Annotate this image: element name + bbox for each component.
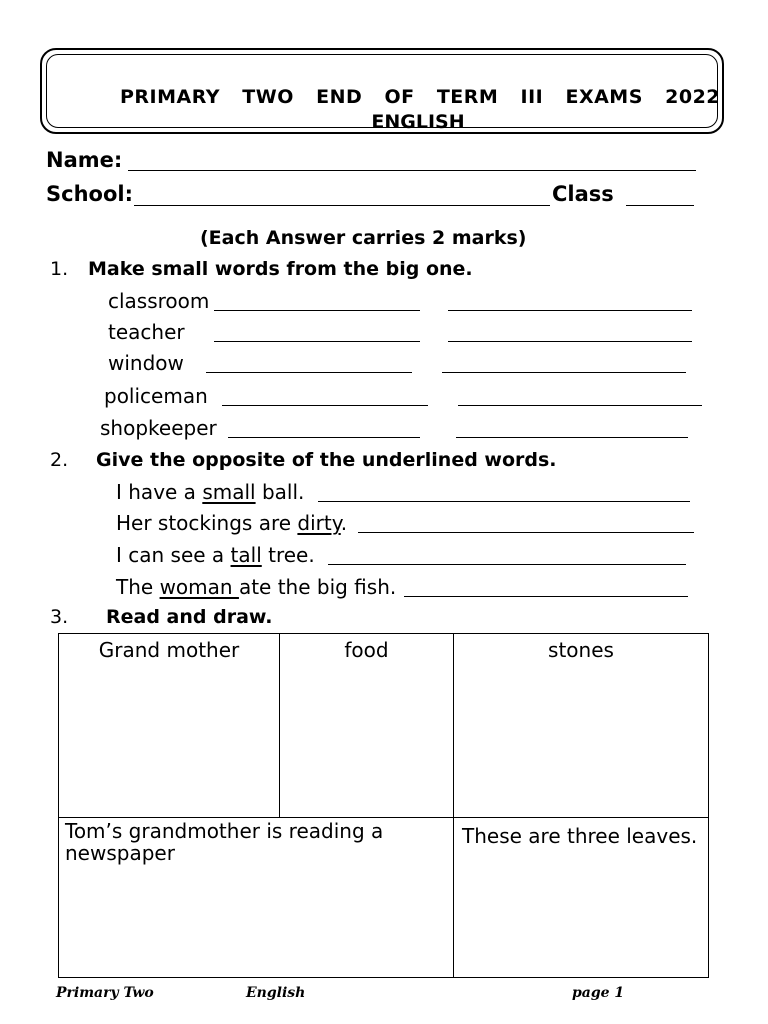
- q2-answer-line[interactable]: [404, 596, 688, 597]
- class-label: Class: [552, 182, 614, 206]
- q1-answer-line[interactable]: [206, 372, 412, 373]
- cell-label: These are three leaves.: [462, 824, 698, 848]
- draw-cell-food[interactable]: [280, 634, 454, 818]
- school-line[interactable]: [134, 205, 550, 206]
- q2-heading: Give the opposite of the underlined words.: [96, 449, 557, 471]
- footer-page-number: page 1: [572, 985, 625, 1001]
- draw-cell-stones[interactable]: [454, 634, 709, 818]
- underlined-word: dirty: [297, 511, 341, 535]
- q2-answer-line[interactable]: [318, 501, 690, 502]
- q1-answer-line[interactable]: [222, 405, 428, 406]
- cell-label: stones: [548, 638, 614, 662]
- q3-number: 3.: [50, 606, 69, 628]
- q2-answer-line[interactable]: [328, 564, 686, 565]
- q1-heading: Make small words from the big one.: [88, 258, 473, 280]
- name-line[interactable]: [128, 170, 696, 171]
- q2-sentence: The woman ate the big fish.: [116, 575, 397, 599]
- footer-subject: English: [246, 985, 306, 1001]
- q1-answer-line[interactable]: [214, 310, 420, 311]
- class-line[interactable]: [626, 205, 694, 206]
- draw-cell-three-leaves[interactable]: [454, 818, 709, 978]
- cell-label: food: [344, 638, 389, 662]
- q1-word: policeman: [104, 384, 208, 408]
- underlined-word: small: [202, 480, 256, 504]
- underlined-word: woman: [159, 575, 239, 599]
- q2-sentence: I have a small ball.: [116, 480, 305, 504]
- draw-cell-grandmother[interactable]: [59, 634, 280, 818]
- q1-word: shopkeeper: [100, 416, 217, 440]
- underlined-word: tall: [230, 543, 262, 567]
- q2-answer-line[interactable]: [358, 532, 694, 533]
- q2-sentence: I can see a tall tree.: [116, 543, 315, 567]
- marks-instruction: (Each Answer carries 2 marks): [200, 227, 527, 249]
- exam-title: PRIMARY TWO END OF TERM III EXAMS 2022: [119, 86, 721, 108]
- draw-cell-grandmother-newspaper[interactable]: [59, 818, 454, 978]
- q1-word: window: [108, 351, 184, 375]
- q1-number: 1.: [50, 258, 69, 280]
- q1-word: teacher: [108, 320, 185, 344]
- cell-label: Grand mother: [98, 638, 240, 662]
- q1-answer-line[interactable]: [228, 437, 420, 438]
- draw-table: [58, 633, 709, 978]
- q1-answer-line[interactable]: [214, 341, 420, 342]
- q1-answer-line[interactable]: [448, 341, 692, 342]
- q2-number: 2.: [50, 449, 69, 471]
- name-label: Name:: [46, 148, 123, 172]
- q1-answer-line[interactable]: [456, 437, 688, 438]
- cell-label: Tom’s grandmother is reading a newspaper: [65, 819, 384, 865]
- q1-answer-line[interactable]: [458, 405, 702, 406]
- q1-answer-line[interactable]: [448, 310, 692, 311]
- exam-subject: ENGLISH: [371, 111, 465, 133]
- q1-word: classroom: [108, 289, 210, 313]
- footer-class: Primary Two: [56, 985, 154, 1001]
- school-label: School:: [46, 182, 133, 206]
- q2-sentence: Her stockings are dirty.: [116, 511, 348, 535]
- q3-heading: Read and draw.: [106, 606, 273, 628]
- q1-answer-line[interactable]: [442, 372, 686, 373]
